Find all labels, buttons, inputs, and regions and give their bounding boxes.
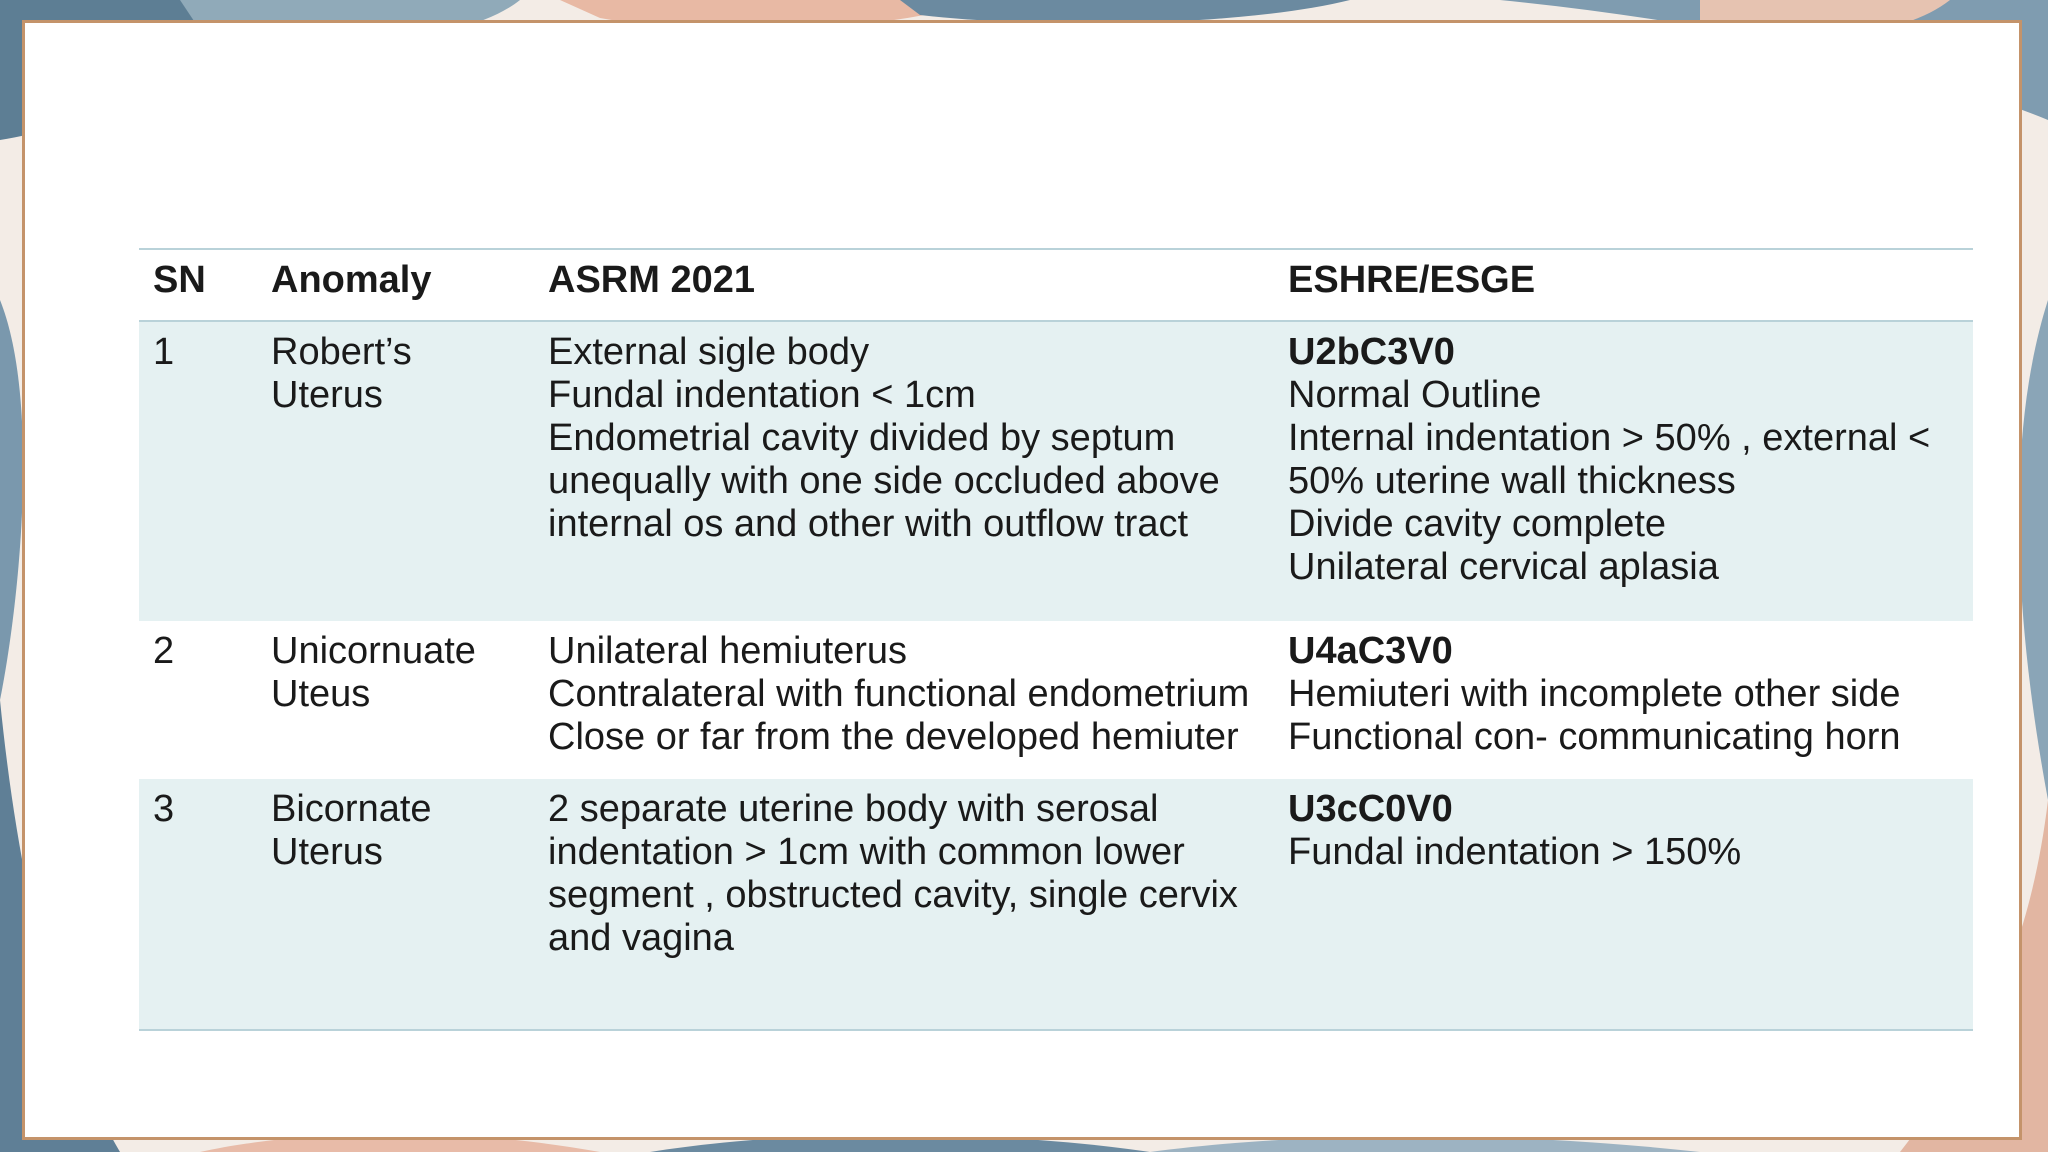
asrm-line: Close or far from the developed hemiuter — [548, 716, 1239, 758]
comparison-table-wrap — [139, 248, 1973, 1031]
header-sn: SN — [153, 258, 206, 301]
table-row — [139, 321, 1973, 621]
comparison-table — [139, 248, 1973, 1031]
eshre-code: U2bC3V0 — [1288, 331, 1455, 373]
cell-anomaly — [257, 621, 534, 779]
eshre-line: Hemiuteri with incomplete other side — [1288, 673, 1901, 715]
anomaly-line: Robert’s — [271, 331, 412, 373]
eshre-line: Fundal indentation > 150% — [1288, 831, 1742, 873]
cell-sn: 2 — [153, 630, 175, 672]
eshre-code: U3cC0V0 — [1288, 788, 1453, 830]
anomaly-line: Bicornate — [271, 788, 432, 830]
table-row — [139, 779, 1973, 1030]
table-row — [139, 621, 1973, 779]
cell-anomaly — [257, 779, 534, 1030]
anomaly-line: Uterus — [271, 374, 383, 416]
anomaly-line: Uterus — [271, 831, 383, 873]
asrm-line: 2 separate uterine body with serosal indentation > 1cm with common lower segment , obstructed cavity, single cervix and vagina — [548, 788, 1238, 959]
cell-eshre — [1274, 621, 1973, 779]
cell-asrm — [534, 621, 1274, 779]
anomaly-line: Uteus — [271, 673, 371, 715]
table-header-row — [139, 249, 1973, 321]
cell-eshre — [1274, 321, 1973, 621]
cell-asrm — [534, 321, 1274, 621]
cell-eshre — [1274, 779, 1973, 1030]
asrm-line: Endometrial cavity divided by septum unequally with one side occluded above internal os and other with outflow tract — [548, 417, 1220, 545]
cell-anomaly — [257, 321, 534, 621]
header-eshre: ESHRE/ESGE — [1288, 258, 1536, 301]
eshre-line: Normal Outline — [1288, 374, 1542, 416]
header-anomaly: Anomaly — [271, 258, 432, 301]
asrm-line: Fundal indentation < 1cm — [548, 374, 976, 416]
eshre-line: Divide cavity complete — [1288, 503, 1667, 545]
eshre-line: Unilateral cervical aplasia — [1288, 546, 1719, 588]
asrm-line: External sigle body — [548, 331, 870, 373]
cell-asrm — [534, 779, 1274, 1030]
slide-frame — [22, 20, 2022, 1140]
asrm-line: Contralateral with functional endometrium — [548, 673, 1250, 715]
header-asrm: ASRM 2021 — [548, 258, 755, 301]
cell-sn: 3 — [153, 788, 175, 830]
cell-sn: 1 — [153, 331, 175, 373]
eshre-code: U4aC3V0 — [1288, 630, 1453, 672]
eshre-line: Internal indentation > 50% , external < 50% uterine wall thickness — [1288, 417, 1931, 502]
eshre-line: Functional con- communicating horn — [1288, 716, 1901, 758]
anomaly-line: Unicornuate — [271, 630, 476, 672]
asrm-line: Unilateral hemiuterus — [548, 630, 908, 672]
